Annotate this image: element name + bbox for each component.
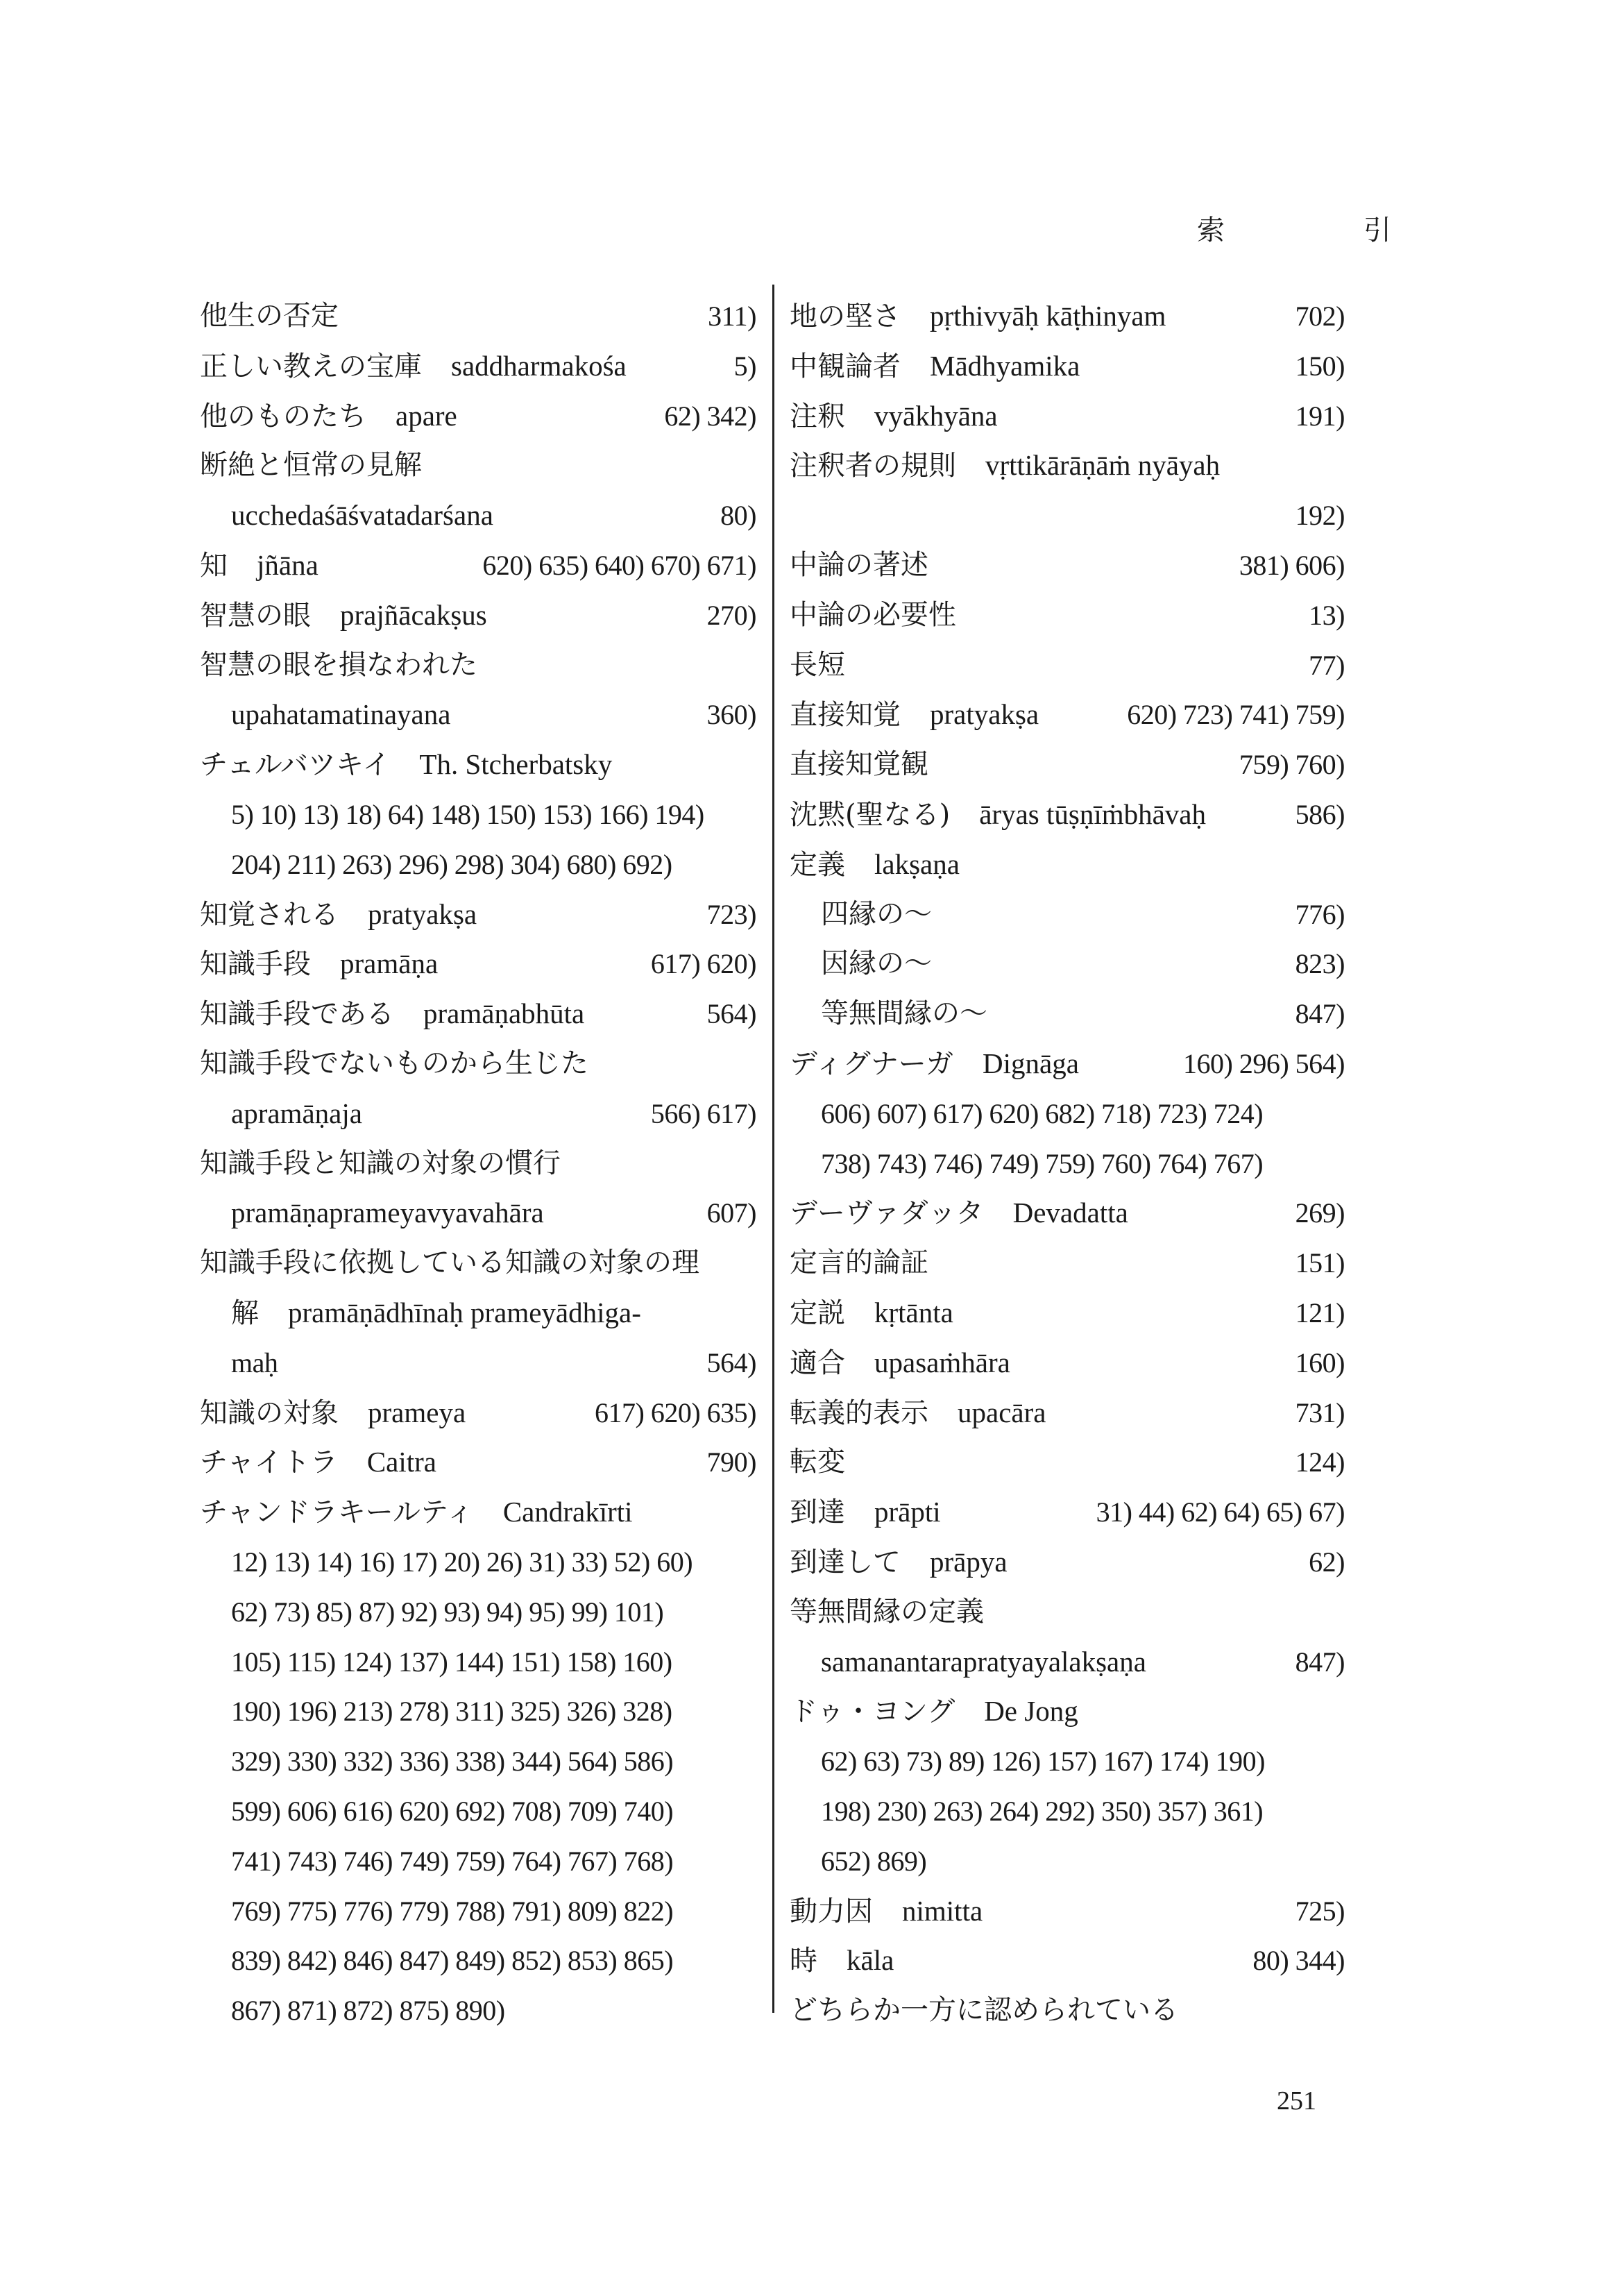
page-references: 160) bbox=[1295, 1347, 1345, 1378]
index-entry bbox=[790, 1737, 1345, 1787]
index-entry bbox=[790, 989, 1345, 1039]
index-entry bbox=[790, 890, 1345, 940]
page-references: 776) bbox=[1295, 898, 1345, 930]
index-term: 智慧の眼を損なわれた bbox=[200, 648, 477, 681]
sanskrit-term: upacāra bbox=[958, 1396, 1046, 1428]
index-entry bbox=[790, 1437, 1345, 1487]
index-entry bbox=[200, 740, 756, 790]
index-entry bbox=[790, 441, 1345, 491]
index-term: チャイトラ bbox=[200, 1446, 338, 1479]
index-entry bbox=[200, 1139, 756, 1189]
index-entry bbox=[200, 1587, 756, 1637]
index-entry bbox=[790, 1687, 1345, 1737]
index-entry bbox=[200, 1437, 756, 1487]
page-number: 251 bbox=[1277, 2086, 1316, 2116]
page-references: 620) 635) 640) 670) 671) bbox=[482, 549, 756, 581]
sanskrit-term: prameya bbox=[368, 1396, 466, 1428]
page-references: 62) 63) 73) 89) 126) 157) 167) 174) 190) bbox=[821, 1746, 1265, 1778]
index-entry bbox=[790, 1238, 1345, 1288]
index-term: 動力因 bbox=[790, 1895, 873, 1927]
page-references: 12) 13) 14) 16) 17) 20) 26) 31) 33) 52) 60) bbox=[231, 1546, 693, 1578]
index-term: 智慧の眼 bbox=[200, 599, 311, 632]
index-entry bbox=[200, 790, 756, 840]
index-term: どちらか一方に認められている bbox=[790, 1994, 1178, 2027]
index-term: 沈黙(聖なる) bbox=[790, 798, 951, 831]
index-entry bbox=[790, 1089, 1345, 1139]
index-entry bbox=[200, 1238, 756, 1288]
page-references: 329) 330) 332) 336) 338) 344) 564) 586) bbox=[231, 1746, 674, 1778]
index-term: 知識手段である bbox=[200, 998, 394, 1031]
index-term: 到達して bbox=[790, 1546, 901, 1578]
page-references: 198) 230) 263) 264) 292) 350) 357) 361) bbox=[821, 1795, 1264, 1827]
index-term: 長短 bbox=[790, 648, 845, 681]
index-entry bbox=[790, 292, 1345, 341]
index-entry bbox=[790, 1986, 1345, 2036]
index-entry bbox=[200, 1737, 756, 1787]
page-references: 5) bbox=[733, 350, 756, 382]
page-references: 847) bbox=[1295, 998, 1345, 1030]
page-references: 738) 743) 746) 749) 759) 760) 764) 767) bbox=[821, 1147, 1264, 1179]
page-references: 586) bbox=[1295, 798, 1345, 830]
index-entry bbox=[790, 1188, 1345, 1238]
sanskrit-term: pramāṇaprameyavyavahāra bbox=[231, 1197, 544, 1229]
index-entry bbox=[200, 1986, 756, 2036]
page-references: 617) 620) 635) bbox=[595, 1396, 756, 1428]
index-entry bbox=[790, 740, 1345, 790]
index-term: 知 bbox=[200, 549, 228, 582]
page-references: 867) 871) 872) 875) 890) bbox=[231, 1995, 505, 2027]
sanskrit-term: Candrakīrti bbox=[502, 1496, 633, 1528]
index-term: 時 bbox=[790, 1945, 817, 1977]
index-entry bbox=[790, 1936, 1345, 1986]
page-references: 769) 775) 776) 779) 788) 791) 809) 822) bbox=[231, 1895, 674, 1927]
index-term: 知識の対象 bbox=[200, 1396, 339, 1429]
page-references: 652) 869) bbox=[821, 1845, 927, 1877]
index-term: デーヴァダッタ bbox=[790, 1197, 984, 1230]
page-references: 599) 606) 616) 620) 692) 708) 709) 740) bbox=[231, 1795, 674, 1827]
index-term: 適合 bbox=[790, 1347, 845, 1379]
index-entry bbox=[790, 1487, 1345, 1537]
page-references: 160) 296) 564) bbox=[1183, 1047, 1345, 1079]
index-entry bbox=[790, 1787, 1345, 1837]
page-references: 606) 607) 617) 620) 682) 718) 723) 724) bbox=[821, 1097, 1264, 1129]
page-references: 77) bbox=[1309, 649, 1345, 681]
sanskrit-term: pramāṇa bbox=[340, 947, 439, 980]
page-references: 191) bbox=[1295, 400, 1345, 432]
index-entry bbox=[200, 939, 756, 989]
index-term: 定説 bbox=[790, 1297, 845, 1329]
page-references: 31) 44) 62) 64) 65) 67) bbox=[1096, 1496, 1345, 1528]
index-entry bbox=[200, 292, 756, 341]
index-entry bbox=[790, 690, 1345, 740]
index-term: ドゥ・ヨング bbox=[790, 1696, 955, 1728]
index-term: 直接知覚観 bbox=[790, 748, 928, 781]
page-references: 204) 211) 263) 296) 298) 304) 680) 692) bbox=[231, 848, 672, 880]
index-entry bbox=[200, 1687, 756, 1737]
index-entry bbox=[200, 1837, 756, 1886]
sanskrit-term: Mādhyamika bbox=[930, 349, 1080, 382]
index-entry bbox=[200, 1537, 756, 1587]
sanskrit-term: De Jong bbox=[984, 1695, 1078, 1728]
index-term: 知覚される bbox=[200, 898, 339, 931]
index-entry bbox=[200, 1188, 756, 1238]
sanskrit-term: apare bbox=[396, 399, 457, 432]
index-term: 知識手段と知識の対象の慣行 bbox=[200, 1147, 561, 1179]
page-references: 5) 10) 13) 18) 64) 148) 150) 153) 166) 194) bbox=[231, 798, 704, 830]
index-term: 因縁の〜 bbox=[821, 947, 932, 980]
index-term: 直接知覚 bbox=[790, 699, 901, 732]
page-references: maḥ bbox=[231, 1347, 278, 1378]
index-entry bbox=[790, 1139, 1345, 1189]
page-references: 702) bbox=[1295, 301, 1345, 332]
index-entry bbox=[790, 1886, 1345, 1936]
index-entry bbox=[200, 641, 756, 691]
page-references: 151) bbox=[1295, 1247, 1345, 1279]
page-references: 80) bbox=[720, 500, 756, 532]
index-term: 断絶と恒常の見解 bbox=[200, 449, 422, 482]
index-term: 知識手段に依拠している知識の対象の理 bbox=[200, 1247, 699, 1279]
sanskrit-term: vyākhyāna bbox=[874, 399, 998, 432]
index-term: 他生の否定 bbox=[200, 300, 339, 332]
index-term: チェルバツキイ bbox=[200, 749, 391, 782]
index-entry bbox=[790, 641, 1345, 691]
index-entry bbox=[200, 391, 756, 441]
index-entry bbox=[200, 591, 756, 641]
sanskrit-term: kṛtānta bbox=[874, 1296, 953, 1328]
index-term: 正しい教えの宝庫 bbox=[200, 350, 422, 382]
index-entry bbox=[200, 840, 756, 890]
sanskrit-term: pramāṇādhīnaḥ prameyādhiga- bbox=[288, 1296, 641, 1328]
sanskrit-term: vṛttikārāṇāṁ nyāyaḥ bbox=[985, 449, 1221, 482]
index-entry bbox=[200, 690, 756, 740]
index-entry bbox=[200, 1637, 756, 1687]
index-term: 他のものたち bbox=[200, 400, 366, 432]
sanskrit-term: pratyakṣa bbox=[930, 698, 1039, 731]
page-references: 80) 344) bbox=[1252, 1945, 1345, 1977]
sanskrit-term: pramāṇabhūta bbox=[423, 997, 585, 1030]
index-term: 到達 bbox=[790, 1496, 845, 1529]
index-entry bbox=[790, 1288, 1345, 1338]
page-references: 150) bbox=[1295, 350, 1345, 382]
sanskrit-term: prāpya bbox=[930, 1545, 1008, 1578]
index-term: 中論の必要性 bbox=[790, 598, 956, 631]
index-column-right bbox=[790, 292, 1345, 2036]
page-references: 823) bbox=[1295, 948, 1345, 980]
index-entry bbox=[790, 341, 1345, 391]
column-divider bbox=[772, 285, 774, 2013]
index-column-left bbox=[200, 292, 756, 2036]
index-entry bbox=[200, 1039, 756, 1089]
page-references: 105) 115) 124) 137) 144) 151) 158) 160) bbox=[231, 1646, 672, 1678]
page-references: 269) bbox=[1295, 1197, 1345, 1229]
index-entry bbox=[790, 1537, 1345, 1587]
index-entry bbox=[200, 541, 756, 591]
page-references: 607) bbox=[706, 1197, 756, 1229]
index-term: 知識手段でないものから生じた bbox=[200, 1047, 588, 1079]
sanskrit-term: Dignāga bbox=[983, 1047, 1079, 1079]
index-entry bbox=[200, 890, 756, 940]
index-entry bbox=[200, 491, 756, 541]
index-term: 転義的表示 bbox=[790, 1396, 928, 1429]
index-term: 等無間縁の定義 bbox=[790, 1595, 984, 1628]
page-references: 124) bbox=[1295, 1446, 1345, 1478]
index-entry bbox=[790, 541, 1345, 591]
page-references: 725) bbox=[1295, 1895, 1345, 1927]
page-references: 617) 620) bbox=[650, 948, 756, 980]
page-references: 723) bbox=[706, 898, 756, 930]
sanskrit-term: jñāna bbox=[257, 548, 318, 581]
index-entry bbox=[790, 1587, 1345, 1637]
index-entry bbox=[200, 1089, 756, 1139]
page-references: 790) bbox=[706, 1446, 756, 1478]
sanskrit-term: Devadatta bbox=[1012, 1197, 1128, 1229]
page-references: 13) bbox=[1309, 599, 1345, 631]
index-entry bbox=[790, 1837, 1345, 1886]
index-entry bbox=[200, 1288, 756, 1338]
index-entry bbox=[790, 391, 1345, 441]
page-references: 620) 723) 741) 759) bbox=[1127, 699, 1345, 731]
index-entry bbox=[790, 790, 1345, 840]
sanskrit-term: samanantarapratyayalakṣaṇa bbox=[821, 1645, 1146, 1678]
sanskrit-term: pṛthivyāḥ kāṭhinyam bbox=[930, 300, 1166, 332]
index-header: 索 引 bbox=[1197, 214, 1447, 246]
page-references: 759) 760) bbox=[1239, 749, 1345, 781]
page-references: 311) bbox=[708, 301, 756, 332]
sanskrit-term: āryas tūṣṇīṁbhāvaḥ bbox=[979, 797, 1206, 830]
index-entry bbox=[200, 1787, 756, 1837]
page-references: 566) 617) bbox=[650, 1097, 756, 1129]
index-entry bbox=[790, 591, 1345, 641]
page-references: 62) bbox=[1309, 1546, 1345, 1578]
page-references: 121) bbox=[1295, 1297, 1345, 1328]
index-entry bbox=[790, 840, 1345, 890]
sanskrit-term: apramāṇaja bbox=[231, 1097, 362, 1129]
index-term: 定言的論証 bbox=[790, 1247, 928, 1279]
index-entry bbox=[200, 989, 756, 1039]
index-term: ディグナーガ bbox=[790, 1047, 953, 1080]
index-term: 解 bbox=[231, 1297, 259, 1329]
page-references: 360) bbox=[706, 699, 756, 731]
index-entry bbox=[200, 341, 756, 391]
page-references: 839) 842) 846) 847) 849) 852) 853) 865) bbox=[231, 1945, 674, 1977]
index-entry bbox=[200, 1936, 756, 1986]
page-references: 731) bbox=[1295, 1396, 1345, 1428]
index-entry bbox=[200, 1388, 756, 1438]
index-entry bbox=[200, 1338, 756, 1388]
sanskrit-term: Caitra bbox=[366, 1446, 436, 1478]
page-references: 564) bbox=[706, 998, 756, 1030]
sanskrit-term: nimitta bbox=[902, 1894, 983, 1927]
page-references: 381) 606) bbox=[1239, 549, 1345, 581]
index-entry bbox=[200, 1886, 756, 1936]
page-references: 847) bbox=[1295, 1646, 1345, 1678]
sanskrit-term: Th. Stcherbatsky bbox=[419, 748, 613, 781]
index-term: 中論の著述 bbox=[790, 548, 928, 581]
page-references: 192) bbox=[1295, 500, 1345, 532]
index-entry bbox=[790, 1388, 1345, 1438]
index-term: 転変 bbox=[790, 1446, 845, 1478]
index-term: 中観論者 bbox=[790, 350, 901, 382]
index-term: 等無間縁の〜 bbox=[821, 997, 987, 1030]
index-term: 四縁の〜 bbox=[821, 897, 932, 930]
sanskrit-term: kāla bbox=[847, 1944, 894, 1977]
index-term: 注釈者の規則 bbox=[790, 450, 956, 482]
index-entry bbox=[790, 491, 1345, 541]
page-references: 190) 196) 213) 278) 311) 325) 326) 328) bbox=[231, 1696, 672, 1728]
index-entry bbox=[790, 1637, 1345, 1687]
index-term: 注釈 bbox=[790, 400, 845, 432]
index-entry bbox=[790, 1039, 1345, 1089]
index-term: 地の堅さ bbox=[790, 301, 901, 332]
page-references: 564) bbox=[706, 1347, 756, 1378]
sanskrit-term: prajñācakṣus bbox=[340, 598, 487, 631]
index-term: 定義 bbox=[790, 848, 845, 881]
sanskrit-term: pratyakṣa bbox=[368, 897, 477, 930]
sanskrit-term: upahatamatinayana bbox=[231, 698, 451, 731]
sanskrit-term: ucchedaśāśvatadarśana bbox=[231, 499, 493, 532]
page-references: 741) 743) 746) 749) 759) 764) 767) 768) bbox=[231, 1845, 674, 1877]
sanskrit-term: prāpti bbox=[874, 1496, 941, 1528]
index-term: 知識手段 bbox=[200, 948, 311, 981]
sanskrit-term: saddharmakośa bbox=[451, 349, 627, 382]
index-term: チャンドラキールティ bbox=[200, 1496, 474, 1529]
sanskrit-term: upasaṁhāra bbox=[874, 1346, 1010, 1378]
index-entry bbox=[200, 1487, 756, 1537]
index-entry bbox=[790, 1338, 1345, 1388]
sanskrit-term: lakṣaṇa bbox=[874, 847, 960, 880]
page-references: 62) 73) 85) 87) 92) 93) 94) 95) 99) 101) bbox=[231, 1596, 664, 1628]
index-entry bbox=[200, 441, 756, 491]
page-references: 62) 342) bbox=[664, 400, 756, 432]
index-entry bbox=[790, 939, 1345, 989]
page-references: 270) bbox=[706, 599, 756, 631]
